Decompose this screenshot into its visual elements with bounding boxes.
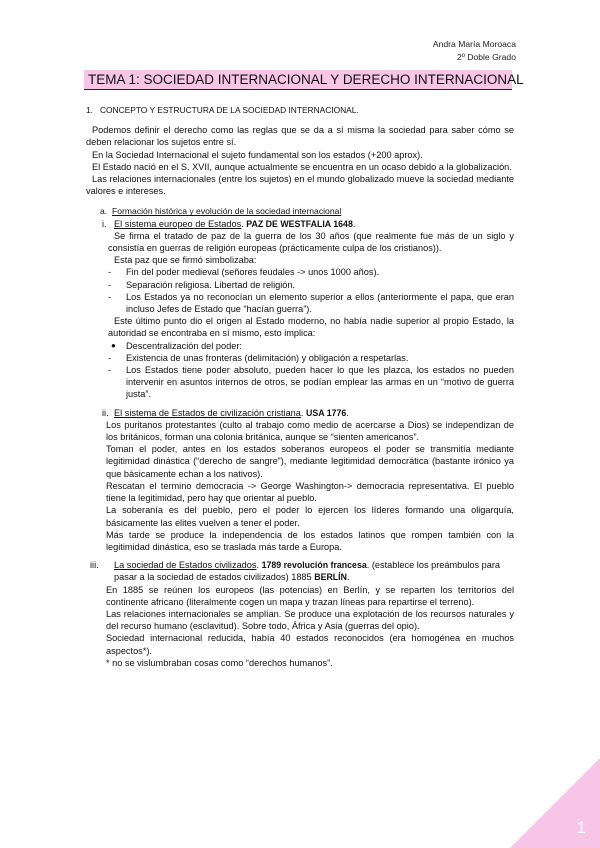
document-body (86, 104, 514, 669)
paragraph: Las relaciones internacionales (entre los sujetos) en el mundo globalizado mueve la sociedad mediante valores e intereses. (86, 174, 514, 197)
paragraph: Este último punto dio el origen al Estado moderno, no había nadie superior al propio Estado, la autoridad se encontraba en sí mismo, esto implica: (108, 316, 514, 339)
item-iii-label: iii. (90, 560, 99, 571)
item-i-title: El sistema europeo de Estados (114, 218, 242, 229)
section-heading (86, 104, 514, 116)
subsection-a (100, 205, 514, 217)
paragraph: Se firma el tratado de paz de la guerra de los 30 años (que realmente fue más de un siglo y consistía en guerras de religión europeas (prácticamente culpa de los cristianos)). (108, 230, 514, 254)
item-ii-bold: USA 1776 (306, 407, 347, 418)
item-ii-title: El sistema de Estados de civilización cristiana (114, 407, 301, 418)
dash-item: - Fin del poder medieval (señores feudales -> unos 1000 años). (108, 267, 380, 278)
item-ii-sep: . (300, 407, 307, 418)
author-block (433, 38, 516, 63)
item-i-heading (102, 218, 514, 230)
page-title: TEMA 1: SOCIEDAD INTERNACIONAL Y DERECHO INTERNACIONAL (84, 70, 512, 90)
item-iii-bold-1: 1789 revolución francesa (261, 560, 367, 571)
dash-item: - Los Estados ya no reconocían un elemento superior a ellos (anteriormente el papa, que eran incluso Jefes de Estado que “hacían guerra”). (108, 291, 514, 315)
paragraph: Las relaciones internacionales se amplían. Se produce una explotación de los recursos naturales y del recurso humano (esclavitud). Sobre todo, África y Asia (guerras del opio). (106, 608, 514, 632)
paragraph: Sociedad internacional reducida, había 40 estados reconocidos (era homogénea en muchos aspectos*). (106, 633, 514, 656)
item-iii-bold-2: BERLÍN (314, 572, 347, 583)
paragraph: Toman el poder, antes en los estados soberanos europeos el poder se transmitía mediante legitimidad dinástica (“derecho de sangre”), mediante legitimidad democrática (bastante irónico ya que básicamente echan a los nativos). (106, 444, 514, 479)
footnote: * no se vislumbraban cosas como “derechos humanos”. (106, 657, 333, 668)
item-ii-heading (102, 407, 514, 419)
paragraph: Los puritanos protestantes (culto al trabajo como medio de acercarse a Dios) se independizan de los británicos, forman una colonia británica, aunque se “sienten americanos”. (106, 419, 514, 443)
paragraph: Rescatan el termino democracia -> George Washington-> democracia representativa. El pueblo tiene la legitimidad, pero hay que orientar al pueblo. (106, 480, 514, 504)
subsection-a-title: Formación histórica y evolución de la sociedad internacional (112, 206, 342, 217)
paragraph: El Estado nació en el S. XVII, aunque actualmente se encuentra en un ocaso debido a la globalización. (92, 161, 512, 172)
item-ii-label: ii. (102, 407, 109, 418)
item-ii-end: . (346, 407, 349, 418)
item-iii-heading (90, 559, 514, 583)
paragraph: En 1885 se reúnen los europeos (las potencias) en Berlín, y se reparten los territorios del continente africano (literalmente cogen un mapa y trazan líneas para repartirse el terreno). (106, 584, 514, 607)
item-i-sep: . (241, 218, 247, 229)
item-i-body (108, 230, 514, 401)
paragraph: Esta paz que se firmó simbolizaba: (114, 255, 257, 266)
subsection-a-label: a. (100, 206, 108, 217)
page-corner-decoration (510, 758, 600, 848)
dash-item: - Separación religiosa. Libertad de religión. (108, 279, 296, 290)
item-iii-mid: . (establece los preámbulos para pasar a la sociedad de estados civilizados) 1885 (114, 560, 501, 583)
paragraph: La soberanía es del pueblo, pero el poder lo ejercen los líderes formando una oligarquía, básicamente las elites vuelven a tener el poder. (106, 505, 514, 528)
item-i-end: . (352, 218, 356, 229)
item-ii-body (106, 419, 514, 553)
item-iii-end: . (346, 572, 350, 583)
bullet-item: ● Descentralización del poder: (111, 340, 242, 351)
page-number: 1 (576, 817, 586, 837)
paragraph: Podemos definir el derecho como las reglas que se da a sí misma la sociedad para saber cómo se deben relacionar los sujetos entre sí. (86, 125, 514, 148)
item-i-bold: PAZ DE WESTFALIA 1648 (246, 218, 353, 229)
item-iii-body (106, 584, 514, 669)
section-heading-text: CONCEPTO Y ESTRUCTURA DE LA SOCIEDAD INTERNACIONAL. (100, 105, 359, 115)
bullet-icon: ● (111, 340, 116, 350)
author-course: 2º Doble Grado (456, 51, 516, 62)
dash-item: - Existencia de unas fronteras (delimitación) y obligación a respetarlas. (108, 352, 409, 363)
item-iii-sep: . (256, 560, 262, 571)
paragraph: En la Sociedad Internacional el sujeto fundamental son los estados (+200 aprox). (92, 149, 423, 160)
section-number: 1. (86, 105, 93, 115)
author-name: Andra María Moroaca (432, 39, 516, 49)
paragraph: Más tarde se produce la independencia de los estados latinos que rompen también con la legitimidad dinástica, eso se traslada más tarde a Europa. (106, 529, 514, 552)
item-i-label: i. (102, 218, 107, 229)
item-iii-title: La sociedad de Estados civilizados (114, 560, 257, 571)
dash-item: - Los Estados tiene poder absoluto, pueden hacer lo que les plazca, los estados no pueden intervenir en asuntos internos de otros, se podían emplear las armas en un “motivo de guerra justa”. (108, 365, 514, 400)
